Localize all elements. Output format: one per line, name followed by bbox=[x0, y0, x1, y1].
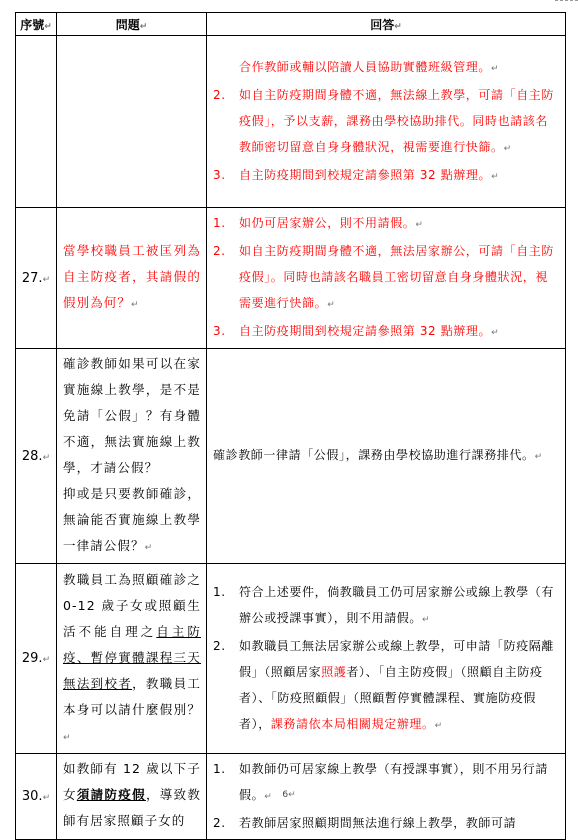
question-cell: 如教師有 12 歲以下子女須請防疫假，導致教師有居家照顧子女的 bbox=[57, 754, 207, 840]
header-answer: 回答↵ bbox=[207, 13, 566, 36]
answer-item: 1. 如仍可居家辦公，則不用請假。↵ bbox=[213, 216, 424, 230]
table-row-27 bbox=[16, 208, 566, 349]
answer-item: 2. 如教職員工無法居家辦公或線上教學，可申請「防疫隔離假」（照顧居家照護者）、「自主防疫假」（照顧自主防疫者）、「防疫照顧假」（照顧暫停實體課程、實施防疫假者），課務請依本局相關規定辦理。↵ bbox=[213, 638, 555, 731]
cell-no-empty bbox=[16, 36, 57, 208]
answer-lead: 合作教師或輔以陪讀人員協助實體班級管理。↵ bbox=[239, 59, 500, 74]
answer-item: 1. 符合上述要件，倘教職員工仍可居家辦公或線上教學（有辦公或授課事實），則不用請假。↵ bbox=[213, 584, 555, 625]
question-cell: 教職員工為照顧確診之 0-12 歲子女或照顧生活不能自理之自主防疫、暫停實體課程三天無法到校者，教職員工本身可以請什麼假別？↵ bbox=[57, 564, 207, 754]
table-header-row bbox=[16, 13, 566, 36]
row-number: 28.↵ bbox=[16, 349, 57, 564]
table-row-29 bbox=[16, 564, 566, 754]
row-number: 30.↵ bbox=[16, 754, 57, 840]
answer-item: 3. 自主防疫期間到校規定請參照第 32 點辦理。↵ bbox=[213, 324, 500, 338]
question-cell: 當學校職員工被匡列為自主防疫者，其請假的假別為何？↵ bbox=[57, 208, 207, 349]
answer-cell: 確診教師一律請「公假」，課務由學校協助進行課務排代。↵ bbox=[207, 349, 566, 564]
answer-cell bbox=[207, 564, 566, 754]
row-number: 29.↵ bbox=[16, 564, 57, 754]
page-number: 6↵ bbox=[282, 790, 296, 800]
table-row-28 bbox=[16, 349, 566, 564]
answer-item: 1. 如教師仍可居家線上教學（有授課事實），則不用另行請假。↵ bbox=[213, 762, 549, 802]
answer-item: 3. 自主防疫期間到校規定請參照第 32 點辦理。↵ bbox=[213, 167, 500, 182]
question-cell: 確診教師如果可以在家實施線上教學，是不是免請「公假」？有身體不適，無法實施線上教學，才請公假？ 抑或是只要教師確診，無論能否實施線上教學一律請公假？↵ bbox=[57, 349, 207, 564]
header-guide-line bbox=[555, 0, 578, 2]
table-row-continued bbox=[16, 36, 566, 208]
header-question: 問題↵ bbox=[57, 13, 207, 36]
qa-table bbox=[15, 12, 566, 840]
answer-item: 2. 若教師居家照顧期間無法進行線上教學，教師可請 bbox=[213, 816, 517, 830]
cell-answer bbox=[207, 36, 566, 208]
header-no: 序號↵ bbox=[16, 13, 57, 36]
row-number: 27.↵ bbox=[16, 208, 57, 349]
answer-item: 2. 如自主防疫期間身體不適，無法線上教學，可請「自主防疫假」，予以支薪，課務由學校協助排代。同時也請該名教師密切留意自身身體狀況，視需要進行快篩。↵ bbox=[213, 87, 555, 154]
answer-cell bbox=[207, 208, 566, 349]
answer-item: 2. 如自主防疫期間身體不適，無法居家辦公，可請「自主防疫假」。同時也請該名職員工密切留意自身身體狀況，視需要進行快篩。↵ bbox=[213, 244, 555, 310]
cell-question-empty bbox=[57, 36, 207, 208]
